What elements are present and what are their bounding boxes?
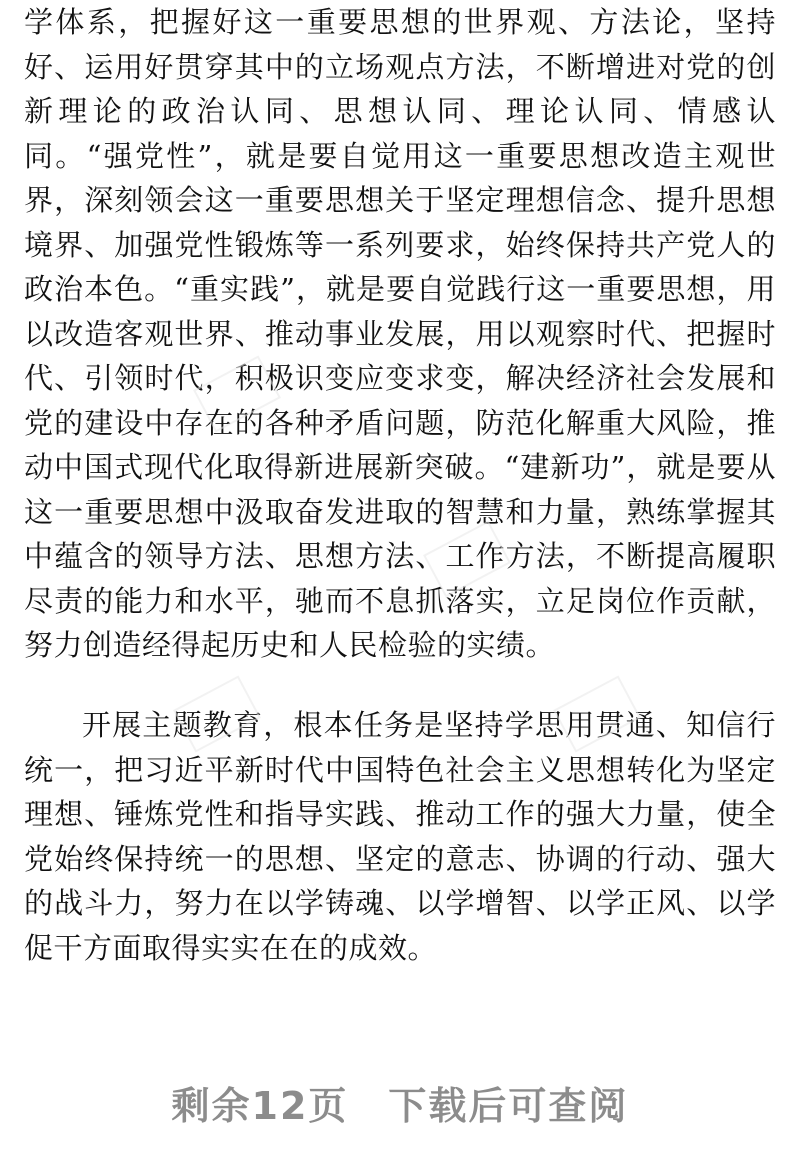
- remaining-pages-download-notice[interactable]: 剩余12页 下载后可查阅: [171, 1084, 629, 1128]
- body-paragraph-1: 学体系，把握好这一重要思想的世界观、方法论，坚持好、运用好贯穿其中的立场观点方法，不断增进对党的创新理论的政治认同、思想认同、理论认同、情感认同。“强党性”，就是要自觉用这一重要思想改造主观世界，深刻领会这一重要思想关于坚定理想信念、提升思想境界、加强党性锻炼等一系列要求，始终保持共产党人的政治本色。“重实践”，就是要自觉践行这一重要思想，用以改造客观世界、推动事业发展，用以观察时代、把握时代、引领时代，积极识变应变求变，解决经济社会发展和党的建设中存在的各种矛盾问题，防范化解重大风险，推动中国式现代化取得新进展新突破。“建新功”，就是要从这一重要思想中汲取奋发进取的智慧和力量，熟练掌握其中蕴含的领导方法、思想方法、工作方法，不断提高履职尽责的能力和水平，驰而不息抓落实，立足岗位作贡献，努力创造经得起历史和人民检验的实绩。: [24, 5, 776, 662]
- body-paragraph-2: 开展主题教育，根本任务是坚持学思用贯通、知信行统一，把习近平新时代中国特色社会主义思想转化为坚定理想、锤炼党性和指导实践、推动工作的强大力量，使全党始终保持统一的思想、坚定的意志、协调的行动、强大的战斗力，努力在以学铸魂、以学增智、以学正风、以学促干方面取得实实在在的成效。: [24, 708, 776, 965]
